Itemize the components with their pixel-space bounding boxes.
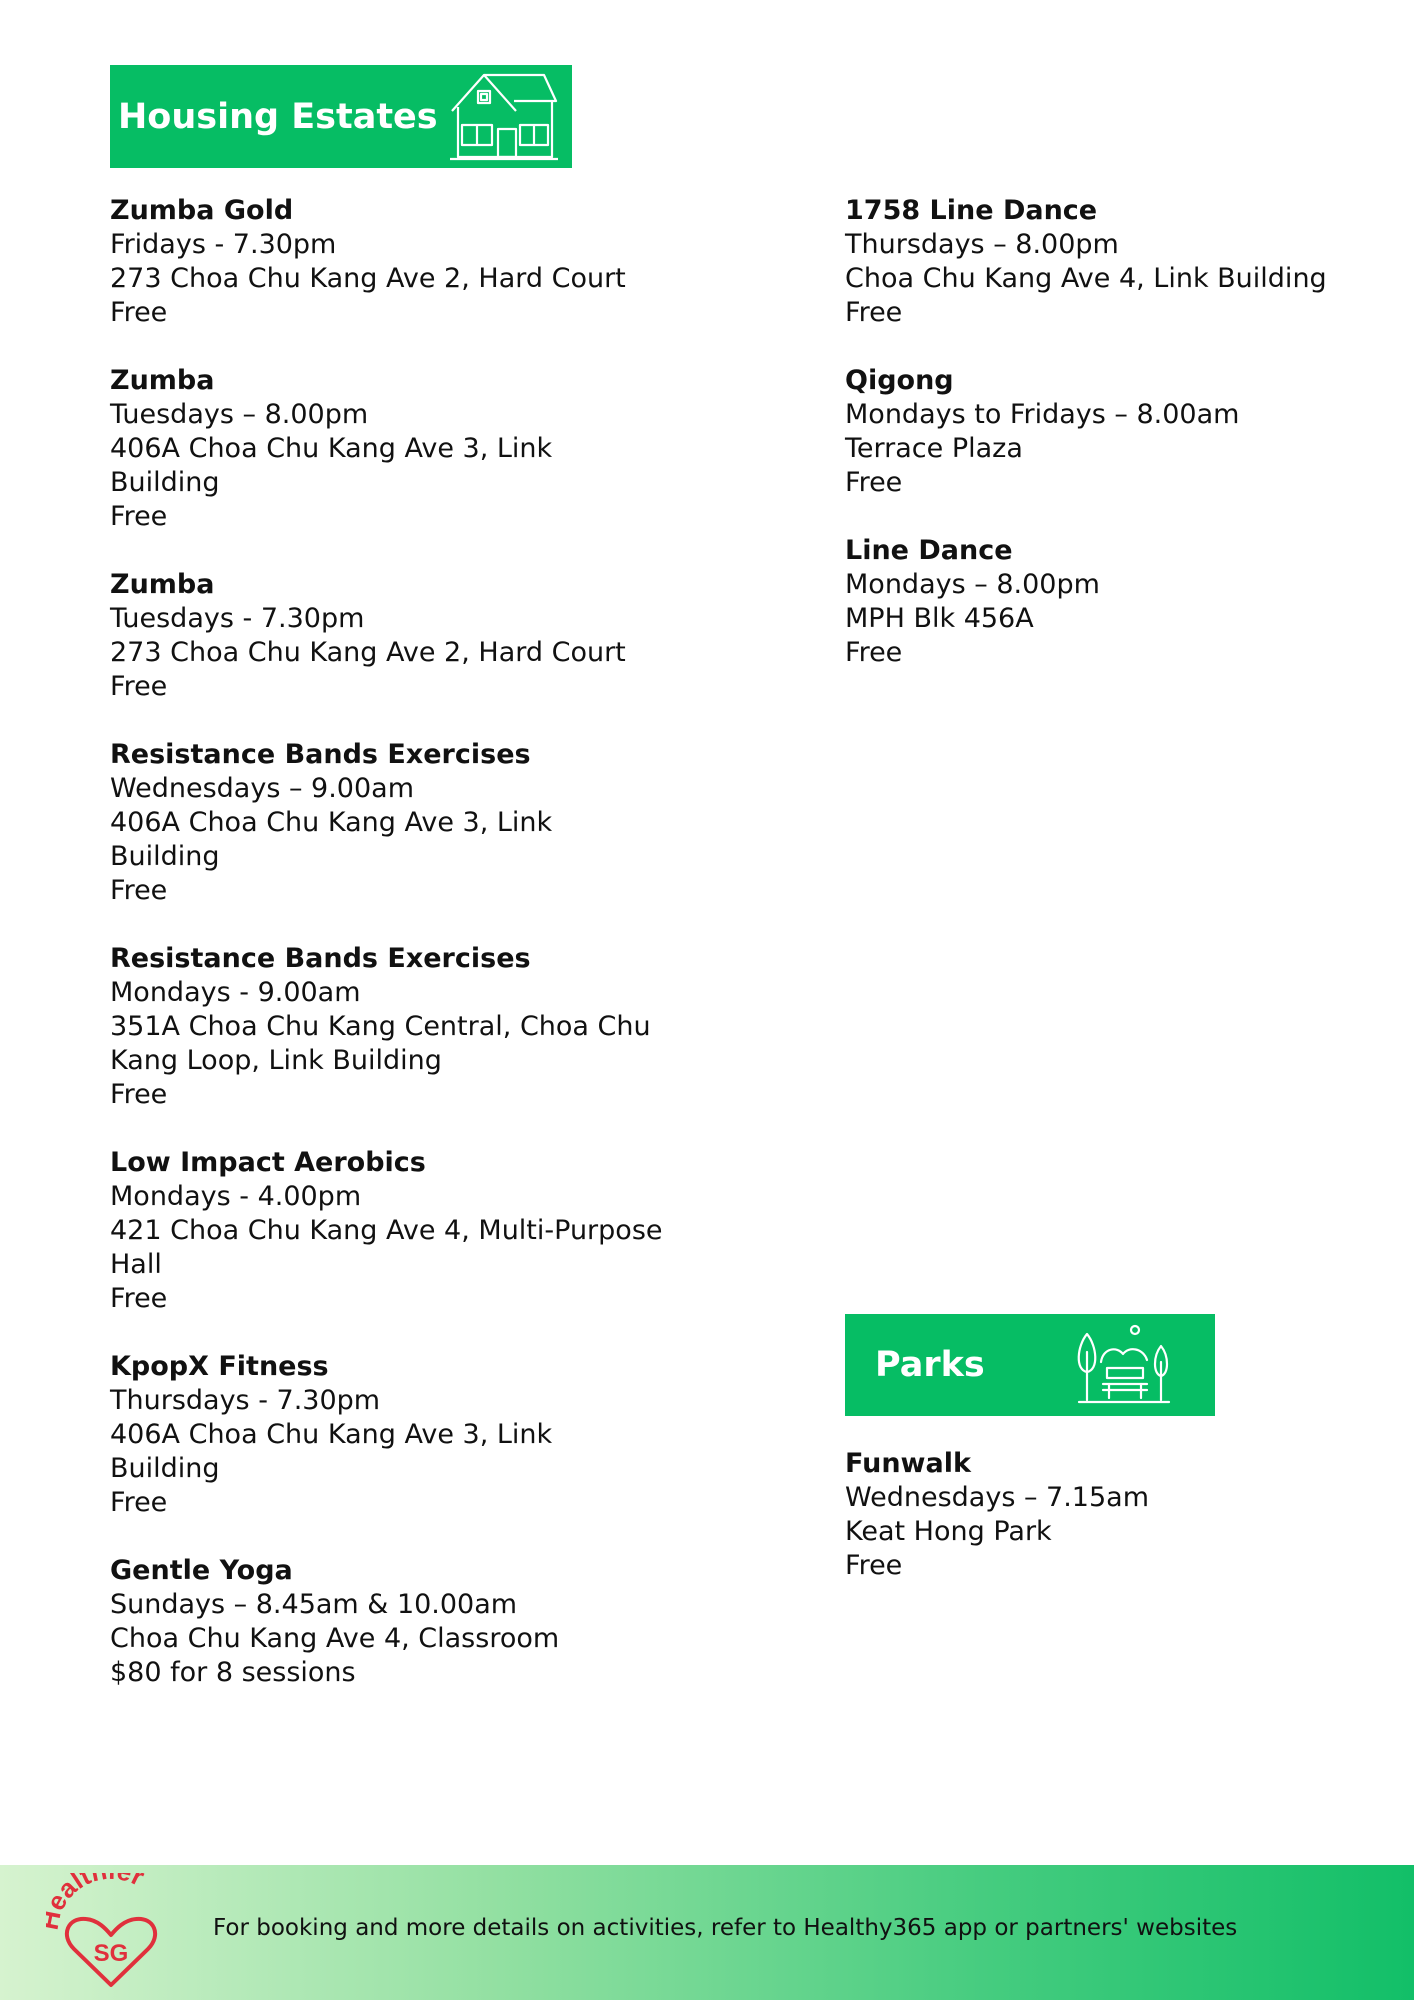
- activity-location: 351A Choa Chu Kang Central, Choa Chu Kang Loop, Link Building: [110, 1011, 651, 1076]
- activity-fee: Free: [845, 297, 903, 328]
- activity-fee: Free: [110, 297, 168, 328]
- footer-bar: [0, 1865, 1414, 2000]
- activity-item: [110, 1146, 670, 1316]
- activity-schedule: Sundays – 8.45am & 10.00am: [110, 1589, 518, 1620]
- activity-item: [110, 568, 670, 704]
- activity-location: 273 Choa Chu Kang Ave 2, Hard Court: [110, 263, 626, 294]
- activity-name: Qigong: [845, 365, 954, 396]
- activity-name: Gentle Yoga: [110, 1555, 293, 1586]
- activity-schedule: Thursdays - 7.30pm: [110, 1385, 381, 1416]
- activity-schedule: Wednesdays – 7.15am: [845, 1482, 1150, 1513]
- activity-fee: Free: [110, 1487, 168, 1518]
- activity-fee: Free: [110, 671, 168, 702]
- activity-location: 406A Choa Chu Kang Ave 3, Link Building: [110, 1419, 553, 1484]
- activity-item: [110, 364, 670, 534]
- logo-text-bottom: SG: [93, 1940, 129, 1967]
- activity-fee: Free: [845, 637, 903, 668]
- activity-fee: Free: [110, 1283, 168, 1314]
- activity-fee: Free: [845, 1550, 903, 1581]
- healthier-sg-logo: [46, 1873, 176, 1997]
- activity-name: KpopX Fitness: [110, 1351, 329, 1382]
- activity-name: Line Dance: [845, 535, 1013, 566]
- activity-location: 273 Choa Chu Kang Ave 2, Hard Court: [110, 637, 626, 668]
- activity-item: [110, 1554, 670, 1690]
- activity-fee: $80 for 8 sessions: [110, 1657, 356, 1688]
- activity-fee: Free: [110, 1079, 168, 1110]
- activity-schedule: Mondays - 4.00pm: [110, 1181, 362, 1212]
- house-icon: [448, 71, 560, 165]
- activity-fee: Free: [110, 501, 168, 532]
- activity-item: [110, 942, 670, 1112]
- activity-location: 406A Choa Chu Kang Ave 3, Link Building: [110, 807, 553, 872]
- activity-fee: Free: [845, 467, 903, 498]
- activity-schedule: Tuesdays - 7.30pm: [110, 603, 365, 634]
- activity-item: [110, 194, 670, 330]
- activity-schedule: Fridays - 7.30pm: [110, 229, 337, 260]
- activity-item: [845, 1447, 1385, 1583]
- housing-estates-title: Housing Estates: [118, 96, 438, 137]
- activity-location: 421 Choa Chu Kang Ave 4, Multi-Purpose Hall: [110, 1215, 663, 1280]
- housing-activities-left: [110, 194, 670, 1724]
- activity-schedule: Mondays - 9.00am: [110, 977, 361, 1008]
- activity-location: Choa Chu Kang Ave 4, Classroom: [110, 1623, 560, 1654]
- activity-fee: Free: [110, 875, 168, 906]
- activity-location: Terrace Plaza: [845, 433, 1023, 464]
- activity-item: [845, 194, 1385, 330]
- activity-location: MPH Blk 456A: [845, 603, 1034, 634]
- parks-banner: [845, 1314, 1215, 1416]
- activity-schedule: Mondays to Fridays – 8.00am: [845, 399, 1240, 430]
- housing-activities-right: [845, 194, 1385, 704]
- activity-schedule: Tuesdays – 8.00pm: [110, 399, 369, 430]
- activity-name: Low Impact Aerobics: [110, 1147, 426, 1178]
- activity-location: Choa Chu Kang Ave 4, Link Building: [845, 263, 1327, 294]
- activity-name: 1758 Line Dance: [845, 195, 1098, 226]
- activity-name: Resistance Bands Exercises: [110, 943, 531, 974]
- parks-activities: [845, 1447, 1385, 1617]
- logo-text-top: alt r: [51, 1873, 150, 1904]
- activity-name: Zumba Gold: [110, 195, 294, 226]
- activity-item: [845, 534, 1385, 670]
- booking-note: For booking and more details on activities, refer to Healthy365 app or partners' websites: [213, 1915, 1238, 1941]
- activity-schedule: Mondays – 8.00pm: [845, 569, 1100, 600]
- activity-name: Resistance Bands Exercises: [110, 739, 531, 770]
- housing-estates-banner: [110, 65, 572, 168]
- activity-location: 406A Choa Chu Kang Ave 3, Link Building: [110, 433, 553, 498]
- activity-item: [110, 1350, 670, 1520]
- activity-name: Zumba: [110, 365, 215, 396]
- park-bench-icon: [1073, 1322, 1173, 1412]
- activity-item: [845, 364, 1385, 500]
- activity-schedule: Wednesdays – 9.00am: [110, 773, 415, 804]
- activity-schedule: Thursdays – 8.00pm: [845, 229, 1119, 260]
- activity-name: Funwalk: [845, 1448, 971, 1479]
- activity-name: Zumba: [110, 569, 215, 600]
- parks-title: Parks: [875, 1345, 985, 1385]
- activity-location: Keat Hong Park: [845, 1516, 1052, 1547]
- activity-item: [110, 738, 670, 908]
